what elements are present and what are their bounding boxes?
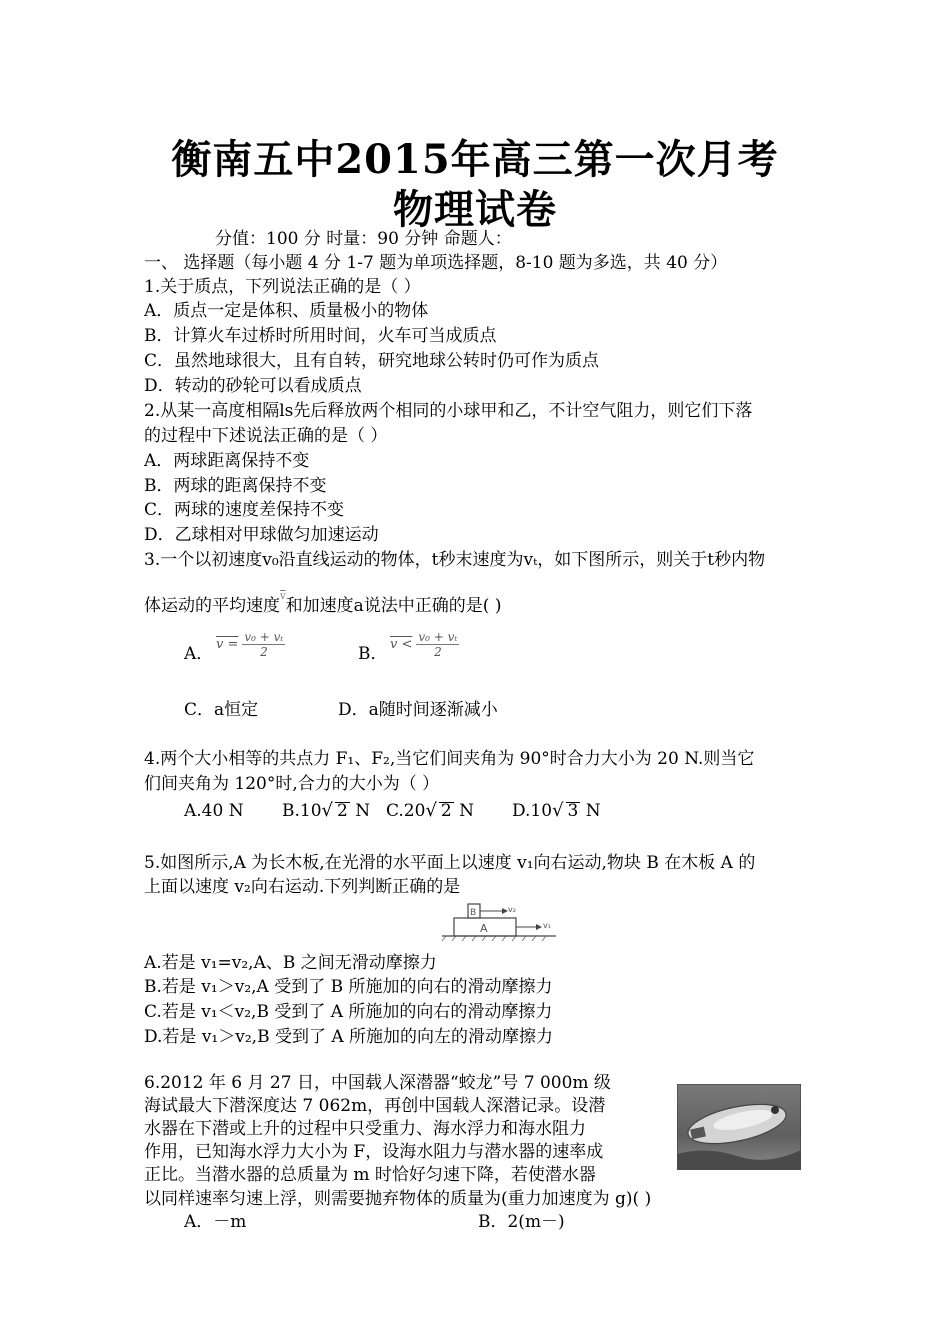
- q2-option-b: B．两球的距离保持不变: [144, 476, 327, 496]
- q2-option-d: D．乙球相对甲球做匀加速运动: [144, 525, 379, 545]
- q3-formula-a: [216, 630, 285, 659]
- q4-option-d-coef: D.10: [512, 801, 553, 821]
- q5-stem-line1: 5.如图所示,A 为长木板,在光滑的水平面上以速度 v₁向右运动,物块 B 在木板 A 的: [144, 853, 756, 873]
- block-b-label: B: [470, 908, 477, 918]
- q3-formula-b-lhs: v <: [390, 637, 413, 652]
- v2-label: v₂: [508, 905, 516, 914]
- q3-stem-line1: 3.一个以初速度v₀沿直线运动的物体，t秒末速度为vₜ，如下图所示，则关于t秒内物: [144, 550, 766, 570]
- v1-label: v₁: [543, 921, 551, 930]
- q6-line2: 海试最大下潜深度达 7 062m，再创中国载人深潜记录。设潜: [144, 1096, 606, 1116]
- q4-option-c-coef: C.20: [386, 801, 426, 821]
- q3-option-d: D．a随时间逐渐减小: [338, 700, 498, 720]
- q3-stem-line2: [144, 586, 501, 617]
- q1-stem: 1.关于质点，下列说法正确的是（ ）: [144, 277, 421, 297]
- q3-stem-text-b: 和加速度a说法中正确的是( ): [285, 596, 502, 616]
- q1-option-d: D．转动的砂轮可以看成质点: [144, 376, 362, 396]
- v-bar-symbol: v: [280, 591, 286, 602]
- exam-title: 衡南五中2015年高三第一次月考: [171, 136, 779, 183]
- q1-option-a: A．质点一定是体积、质量极小的物体: [144, 301, 429, 321]
- q3-formula-b: [390, 630, 459, 659]
- q3-fraction-a: [242, 630, 285, 659]
- board-a-label: A: [480, 922, 488, 935]
- q4-option-d-unit: N: [585, 801, 601, 821]
- q3-option-a: [184, 643, 213, 665]
- q3-option-b-label: B．: [358, 644, 388, 664]
- board-block-diagram: [440, 900, 560, 942]
- fraction-numerator: v₀ + vₜ: [418, 630, 458, 644]
- q1-option-c: C．虽然地球很大，且有自转，研究地球公转时仍可作为质点: [144, 351, 600, 371]
- q4-option-d-radicand: 3: [567, 801, 579, 821]
- section-heading: 一、 选择题（每小题 4 分 1-7 题为单项选择题，8-10 题为多选，共 40 分）: [144, 253, 728, 273]
- q2-option-a: A．两球距离保持不变: [144, 451, 310, 471]
- q1-option-b: B．计算火车过桥时所用时间，火车可当成质点: [144, 326, 497, 346]
- q6-line5: 正比。当潜水器的总质量为 m 时恰好匀速下降，若使潜水器: [144, 1165, 596, 1185]
- q6-line4: 作用，已知海水浮力大小为 F，设海水阻力与潜水器的速率成: [144, 1142, 604, 1162]
- q4-option-a: A.40 N: [184, 801, 244, 821]
- q5-option-c: C.若是 v₁＜v₂,B 受到了 A 所施加的向右的滑动摩擦力: [144, 1002, 553, 1022]
- q3-stem-text-a: 体运动的平均速度: [144, 596, 280, 616]
- exam-info: 分值：100 分 时量：90 分钟 命题人：: [215, 229, 512, 249]
- q4-option-b: B.10√ 2 N: [282, 800, 371, 821]
- v1-arrowhead: [536, 924, 542, 930]
- q2-stem-line2: 的过程中下述说法正确的是（ ）: [144, 426, 388, 446]
- q3-formula-a-lhs: v =: [216, 637, 239, 652]
- q4-option-c-radicand: 2: [440, 801, 452, 821]
- q4-stem-line1: 4.两个大小相等的共点力 F₁、F₂,当它们间夹角为 90°时合力大小为 20 N.则当它: [144, 749, 755, 769]
- q4-option-b-coef: B.10: [282, 801, 322, 821]
- q2-stem-line1: 2.从某一高度相隔ls先后释放两个相同的小球甲和乙，不计空气阻力，则它们下落: [144, 401, 753, 421]
- q5-stem-line2: 上面以速度 v₂向右运动.下列判断正确的是: [144, 877, 461, 897]
- q3-option-c: C．a恒定: [184, 700, 259, 720]
- q4-option-b-radicand: 2: [337, 801, 348, 821]
- fraction-numerator: v₀ + vₜ: [244, 630, 284, 644]
- q6-option-b: B．2(m－): [478, 1212, 565, 1232]
- ground-surface: [442, 936, 556, 941]
- q2-option-c: C．两球的速度差保持不变: [144, 500, 345, 520]
- q6-line3: 水器在下潜或上升的过程中只受重力、海水浮力和海水阻力: [144, 1119, 586, 1139]
- submersible-photo: [677, 1084, 801, 1170]
- exam-subtitle: 物理试卷: [393, 186, 557, 233]
- q3-option-a-label: A．: [184, 644, 214, 664]
- q3-fraction-b: [416, 630, 459, 659]
- q4-option-c: C.20√ 2 N: [386, 800, 475, 821]
- q6-line6: 以同样速率匀速上浮，则需要抛弃物体的质量为(重力加速度为 g)( ): [144, 1189, 652, 1209]
- q3-option-b: [358, 643, 388, 665]
- q4-stem-line2: 们间夹角为 120°时,合力的大小为（ ）: [144, 774, 440, 794]
- fraction-denominator: 2: [260, 645, 268, 659]
- q5-option-b: B.若是 v₁＞v₂,A 受到了 B 所施加的向右的滑动摩擦力: [144, 977, 553, 997]
- q5-option-d: D.若是 v₁＞v₂,B 受到了 A 所施加的向左的滑动摩擦力: [144, 1027, 554, 1047]
- q4-option-d: D.10√ 3 N: [512, 800, 601, 821]
- q4-option-b-unit: N: [355, 801, 371, 821]
- q6-option-a: A．－m: [184, 1212, 247, 1232]
- q4-option-c-unit: N: [459, 801, 475, 821]
- fraction-denominator: 2: [434, 645, 442, 659]
- q5-option-a: A.若是 v₁=v₂,A、B 之间无滑动摩擦力: [144, 953, 437, 973]
- q6-line1: 6.2012 年 6 月 27 日，中国载人深潜器“蛟龙”号 7 000m 级: [144, 1073, 611, 1093]
